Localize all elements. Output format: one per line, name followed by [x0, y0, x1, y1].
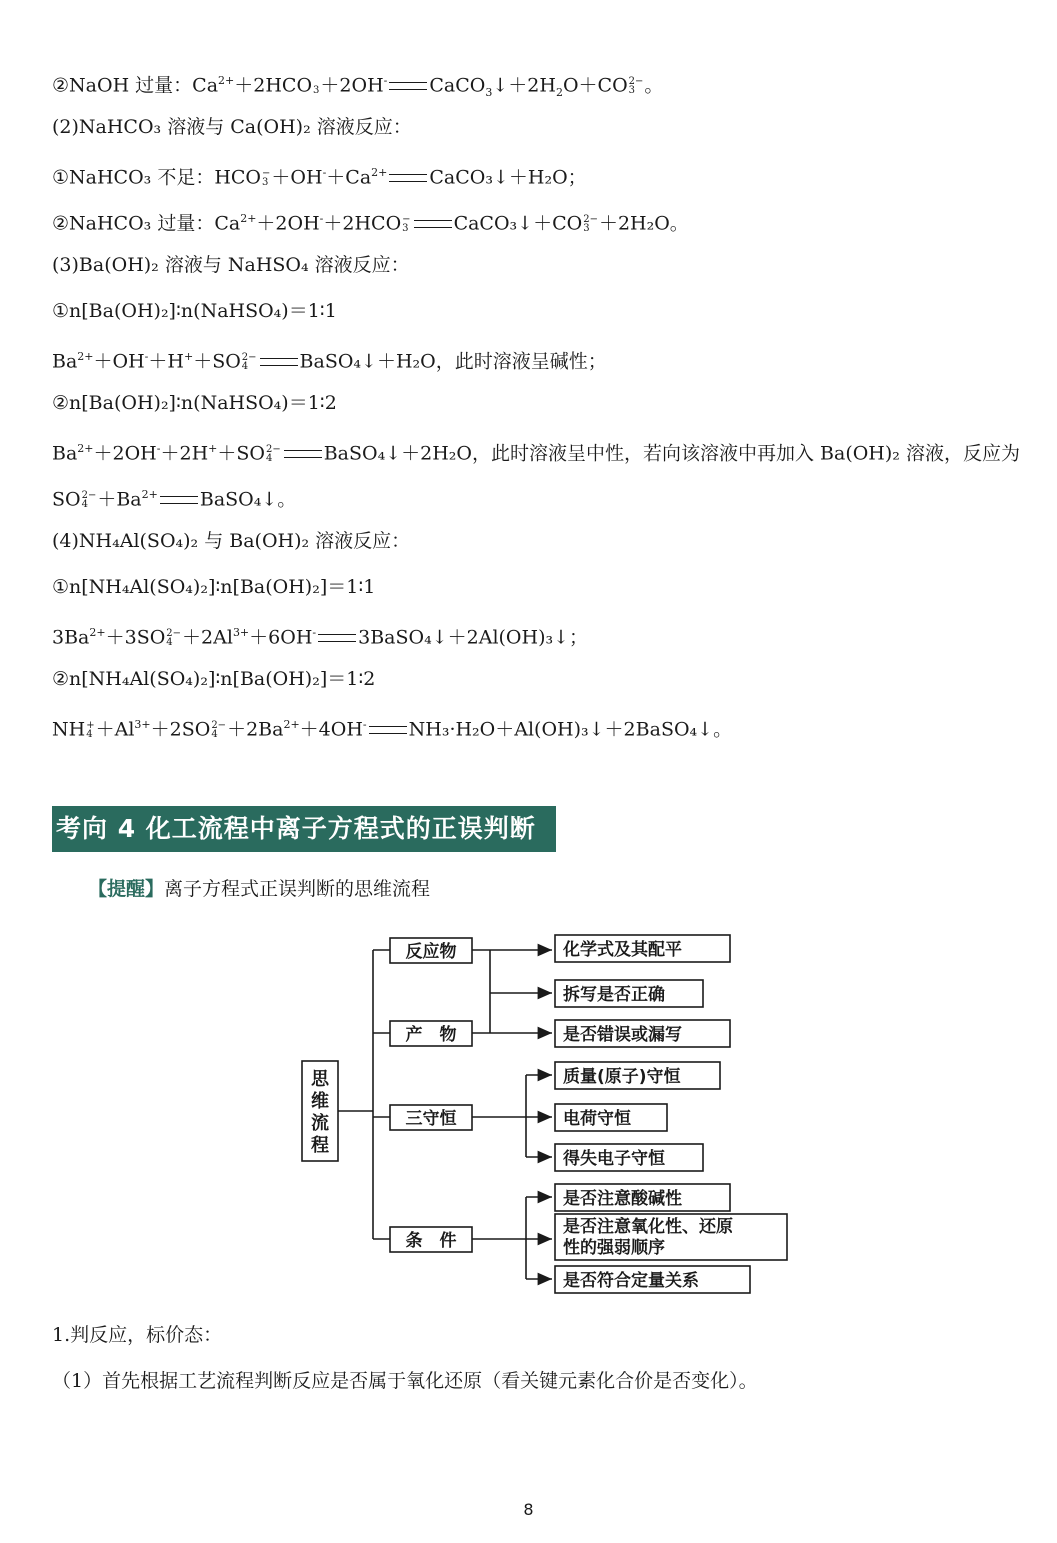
- equals-sign: [389, 82, 427, 90]
- leaf-label: 是否注意酸碱性: [563, 1189, 682, 1209]
- tip-text: 离子方程式正误判断的思维流程: [164, 878, 431, 900]
- root-char: 程: [311, 1135, 329, 1156]
- equals-sign: [318, 634, 356, 642]
- text-line: (4)NH₄Al(SO₄)₂ 与 Ba(OH)₂ 溶液反应：: [52, 530, 411, 552]
- equation-line: NH + 4 $+Al^{3+}+2SO$ 2− 4 $+2Ba^{2+}+4OH^-$ NH₃·H₂O＋Al(OH)₃↓＋2BaSO₄↓。: [52, 718, 733, 741]
- text-line: (3)Ba(OH)₂ 溶液与 NaHSO₄ 溶液反应：: [52, 254, 410, 276]
- mid-label: 三守恒: [405, 1109, 457, 1129]
- tip-line: [88, 876, 430, 902]
- text-line: 1.判反应，标价态：: [52, 1324, 223, 1346]
- equals-sign: [284, 450, 322, 458]
- root-char: 思: [311, 1069, 329, 1090]
- equation-line: ②NaHCO₃ 过量：$Ca^{2+}+2OH^-+2HCO$ − 3 CaCO₃↓＋CO 2− 3 ＋2H₂O。: [52, 212, 689, 235]
- leaf-label: 电荷守恒: [563, 1109, 631, 1129]
- equation-line: ①NaHCO₃ 不足：HCO − 3 $+OH^-+Ca^{2+}$ CaCO₃↓＋H₂O；: [52, 166, 587, 189]
- equals-sign: [414, 220, 452, 228]
- equals-sign: [389, 174, 427, 182]
- leaf-label: 得失电子守恒: [563, 1149, 665, 1169]
- equals-sign: [369, 726, 407, 734]
- leaf-label: 性的强弱顺序: [563, 1238, 665, 1258]
- root-char: 维: [311, 1091, 329, 1112]
- section-heading: 考向 4 化工流程中离子方程式的正误判断: [52, 806, 556, 852]
- text-line: ①n[NH₄Al(SO₄)₂]∶n[Ba(OH)₂]＝1∶1: [52, 576, 376, 598]
- leaf-label: 是否错误或漏写: [563, 1025, 682, 1045]
- tip-tag: 【提醒】: [88, 878, 165, 900]
- equation-line: SO 2− 4 $+Ba^{2+}$ BaSO₄↓。: [52, 488, 297, 511]
- thinking-flow-diagram: [290, 925, 810, 1300]
- page-number: 8: [523, 1500, 534, 1519]
- equation-line: ②NaOH 过量：$Ca^{2+}+2HCO$ 3 ＋2OH- $CaCO_3↓+2H_2O+CO$ 2− 3 。: [52, 74, 664, 100]
- leaf-label: 是否注意氧化性、还原: [563, 1217, 733, 1237]
- leaf-label: 化学式及其配平: [563, 940, 682, 960]
- equation-line: $3Ba^{2+}+3SO$ 2− 4 $+2Al^{3+}+6OH^-$ 3BaSO₄↓＋2Al(OH)₃↓；: [52, 626, 589, 649]
- equals-sign: [260, 358, 298, 366]
- mid-label: 反应物: [405, 942, 457, 962]
- mid-label: 条 件: [405, 1231, 457, 1251]
- text-line: ②n[Ba(OH)₂]∶n(NaHSO₄)＝1∶2: [52, 392, 337, 414]
- root-char: 流: [311, 1113, 329, 1134]
- leaf-label: 质量(原子)守恒: [563, 1067, 681, 1087]
- text-line: （1）首先根据工艺流程判断反应是否属于氧化还原（看关键元素化合价是否变化）。: [52, 1370, 758, 1392]
- leaf-label: 拆写是否正确: [563, 985, 665, 1005]
- text-line: ①n[Ba(OH)₂]∶n(NaHSO₄)＝1∶1: [52, 300, 337, 322]
- mid-label: 产 物: [405, 1025, 457, 1045]
- equation-line: $Ba^{2+}+2OH^-+2H^++SO$ 2− 4 BaSO₄↓＋2H₂O，此时溶液呈中性，若向该溶液中再加入 Ba(OH)₂ 溶液，反应为: [52, 442, 1020, 465]
- equals-sign: [160, 496, 198, 504]
- equation-line: $Ba^{2+}+OH^-+H^++SO$ 2− 4 BaSO₄↓＋H₂O，此时溶液呈碱性；: [52, 350, 607, 373]
- text-line: (2)NaHCO₃ 溶液与 Ca(OH)₂ 溶液反应：: [52, 116, 412, 138]
- text-line: ②n[NH₄Al(SO₄)₂]∶n[Ba(OH)₂]＝1∶2: [52, 668, 376, 690]
- leaf-label: 是否符合定量关系: [563, 1271, 699, 1291]
